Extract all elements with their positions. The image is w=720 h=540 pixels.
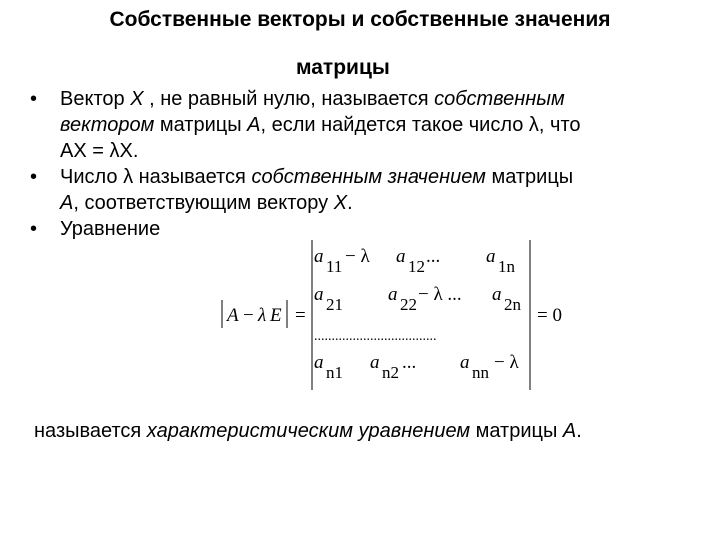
bullet-item-eigenvalue-definition bbox=[30, 164, 710, 216]
equals-zero: = 0 bbox=[537, 305, 562, 326]
bullet-marker: • bbox=[30, 166, 38, 188]
characteristic-equation-caption: называется характеристическим уравнением матрицы А. bbox=[34, 420, 582, 442]
bullet-line: Уравнение bbox=[60, 218, 161, 240]
matrix-entry-subscript: 11 bbox=[326, 257, 343, 276]
equals-sign: = bbox=[295, 305, 306, 326]
slide-title-continuation: матрицы bbox=[296, 56, 390, 79]
bullet-marker: • bbox=[30, 218, 38, 240]
matrix-entry: a bbox=[388, 284, 398, 305]
matrix-row bbox=[314, 246, 516, 276]
matrix-entry: a bbox=[460, 352, 470, 373]
bullet-list bbox=[30, 86, 710, 242]
matrix-entry-subscript: 1n bbox=[498, 257, 515, 276]
matrix-entry-subscript: n2 bbox=[382, 363, 399, 382]
bullet-line: вектором матрицы А, если найдется такое число λ, что bbox=[60, 114, 581, 136]
matrix-entry-subscript: 22 bbox=[400, 295, 417, 314]
matrix-entry-rest: − λ bbox=[345, 246, 370, 267]
matrix-entry: a bbox=[486, 246, 496, 267]
matrix-entry-subscript: 2n bbox=[504, 295, 521, 314]
matrix-ellipsis-row: ................................... bbox=[314, 329, 437, 344]
bullet-marker: • bbox=[30, 88, 38, 110]
lambda-symbol: λ bbox=[258, 305, 267, 326]
matrix-entry: a bbox=[314, 246, 324, 267]
matrix-entry: a bbox=[492, 284, 502, 305]
matrix-entry: a bbox=[370, 352, 380, 373]
matrix-row bbox=[314, 284, 522, 314]
matrix-entry-subscript: n1 bbox=[326, 363, 343, 382]
bullet-item-eigenvector-definition bbox=[30, 86, 710, 164]
bullet-line: AX = λX. bbox=[60, 140, 139, 162]
bullet-item-equation bbox=[30, 216, 710, 242]
matrix-row bbox=[314, 352, 519, 382]
matrix-entry-subscript: 12 bbox=[408, 257, 425, 276]
matrix-entry-subscript: 21 bbox=[326, 295, 343, 314]
matrix-entry: a bbox=[314, 284, 324, 305]
matrix-entry: a bbox=[314, 352, 324, 373]
minus-sign: − bbox=[243, 305, 254, 326]
matrix-entry-rest: − λ ... bbox=[418, 284, 462, 305]
slide-title: Собственные векторы и собственные значения bbox=[109, 8, 611, 31]
matrix-a-symbol: A bbox=[227, 305, 239, 326]
matrix-entry: a bbox=[396, 246, 406, 267]
matrix-entry-rest: ... bbox=[426, 246, 441, 267]
identity-e-symbol: E bbox=[270, 305, 282, 326]
matrix-entry-subscript: nn bbox=[472, 363, 489, 382]
bullet-line: А, соответствующим вектору X. bbox=[60, 192, 353, 214]
matrix-entry-rest: ... bbox=[402, 352, 417, 373]
matrix-entry-rest: − λ bbox=[494, 352, 519, 373]
bullet-line: Вектор X , не равный нулю, называется собственным bbox=[60, 88, 565, 110]
bullet-line: Число λ называется собственным значением матрицы bbox=[60, 166, 574, 188]
